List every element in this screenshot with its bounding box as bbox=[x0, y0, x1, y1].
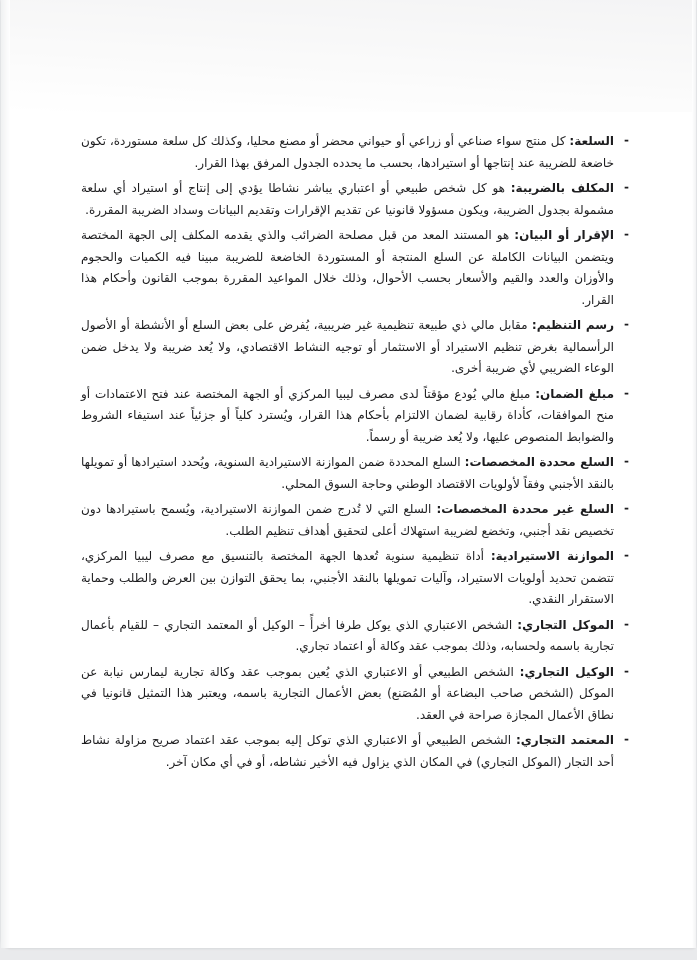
term-label: الموازنة الاستيرادية: bbox=[490, 549, 614, 563]
list-item bbox=[81, 662, 629, 727]
definition-text: الشخص الاعتباري الذي يوكل طرفا أخرأً – الوكيل أو المعتمد التجاري – للقيام بأعمال تجارية باسمه ولحسابه، وذلك بموجب عقد وكالة أو اعتماد تجاري. bbox=[81, 617, 614, 653]
term-label: مبلغ الضمان: bbox=[535, 386, 614, 401]
scan-shadow-top bbox=[1, 0, 696, 112]
bullet-dash: - bbox=[624, 663, 629, 678]
bullet-dash: - bbox=[624, 227, 629, 241]
bullet-dash: - bbox=[624, 385, 629, 400]
list-item bbox=[81, 615, 629, 658]
bullet-dash: - bbox=[624, 133, 629, 147]
term-label: السلع غير محددة المخصصات: bbox=[436, 502, 614, 516]
definition-text: الشخص الطبيعي أو الاعتباري الذي توكل إليه بموجب عقد اعتماد صريح مزاولة نشاط أحد التجار (الموكل التجاري) في المكان الذي يزاول فيه الأخير نشاطه، أو في أي مكان آخر. bbox=[81, 733, 614, 769]
bullet-dash: - bbox=[624, 616, 629, 631]
definition-text: مبلغ مالي يُودع مؤقتاً لدى مصرف ليبيا المركزي أو الجهة المختصة عند فتح الاعتمادات أو منح الموافقات، كأداة رقابية لضمان الالتزام بأحكام هذا القرار، ويُسترد كلياً أو جزئياً عند استيفاء الشروط والضوابط المنصوص عليها، ولا يُعد ضريبة أو رسماً. bbox=[81, 386, 614, 444]
list-item bbox=[81, 225, 629, 311]
bullet-dash: - bbox=[624, 501, 629, 515]
bullet-dash: - bbox=[624, 732, 629, 746]
definition-text: مقابل مالي ذي طبيعة تنظيمية غير ضريبية، يُفرض على بعض السلع أو الأنشطة أو الأصول الرأسمالية بغرض تنظيم الاستيراد أو الاستثمار أو توجيه النشاط الاقتصادي، ولا يُعد ضريبة ولا يدخل ضمن الوعاء الضريبي لأي ضريبة أخرى. bbox=[81, 318, 614, 375]
bullet-dash: - bbox=[624, 180, 629, 194]
definition-text: كل منتج سواء صناعي أو زراعي أو حيواني محضر أو مصنع محليا، وكذلك كل سلعة مستوردة، تكون خاضعة للضريبة عند إنتاجها أو استيرادها، بحسب ما يحدده الجدول المرفق بهذا القرار. bbox=[81, 134, 614, 170]
bullet-dash: - bbox=[624, 548, 629, 562]
definitions-list bbox=[81, 131, 629, 773]
list-item bbox=[81, 730, 629, 773]
term-label: المعتمد التجاري: bbox=[516, 733, 614, 747]
term-label: الوكيل التجاري: bbox=[519, 664, 614, 679]
term-label: الإقرار أو البيان: bbox=[514, 228, 614, 242]
list-item bbox=[81, 315, 629, 380]
definition-text: هو كل شخص طبيعي أو اعتباري يباشر نشاطا يؤدي إلى إنتاج أو استيراد أي سلعة مشمولة بجدول الضريبة، ويكون مسؤولا قانونيا عن تقديم الإقرارات وتقديم البيانات وسداد الضريبة المقررة. bbox=[81, 181, 614, 217]
list-item bbox=[81, 546, 629, 611]
bullet-dash: - bbox=[624, 317, 629, 331]
definition-text: أداة تنظيمية سنوية تُعدها الجهة المختصة بالتنسيق مع مصرف ليبيا المركزي، تتضمن تحديد أولويات الاستيراد، وآليات تمويلها بالنقد الأجنبي، بما يحقق التوازن بين العرض والطلب وحماية الاستقرار النقدي. bbox=[81, 549, 614, 606]
term-label: الموكل التجاري: bbox=[517, 617, 614, 632]
document-content bbox=[81, 131, 629, 777]
list-item bbox=[81, 452, 629, 495]
definition-text: السلع المحددة ضمن الموازنة الاستيرادية السنوية، ويُحدد استيرادها أو تمويلها بالنقد الأجنبي وفقاً لأولويات الاقتصاد الوطني وحاجة السوق المحلي. bbox=[81, 455, 614, 491]
scan-shadow-right bbox=[692, 0, 696, 948]
bullet-dash: - bbox=[624, 454, 629, 468]
list-item bbox=[81, 178, 629, 221]
term-label: السلعة: bbox=[569, 134, 614, 148]
scan-shadow-left bbox=[1, 0, 10, 948]
list-item bbox=[81, 499, 629, 542]
definition-text: السلع التي لا تُدرج ضمن الموازنة الاستيرادية، ويُسمح باستيرادها دون تخصيص نقد أجنبي، وتخضع لضريبة استهلاك أعلى لتحقيق أهداف تنظيم الطلب. bbox=[81, 502, 614, 538]
term-label: رسم التنظيم: bbox=[531, 318, 614, 332]
term-label: السلع محددة المخصصات: bbox=[464, 455, 614, 469]
document-page bbox=[1, 0, 696, 948]
list-item bbox=[81, 384, 629, 449]
definition-text: الشخص الطبيعي أو الاعتباري الذي يُعين بموجب عقد وكالة تجارية ليمارس نيابة عن الموكل (الشخص صاحب البضاعة أو المُصَنع) بعض الأعمال التجارية باسمه، ويعتبر هذا التمثيل قانونيا في نطاق الأعمال المجازة صراحة في العقد. bbox=[81, 664, 614, 722]
term-label: المكلف بالضريبة: bbox=[510, 181, 614, 195]
list-item bbox=[81, 131, 629, 174]
definition-text: هو المستند المعد من قبل مصلحة الضرائب والذي يقدمه المكلف إلى الجهة المختصة ويتضمن البيانات الكاملة عن السلع المنتجة أو المستوردة الخاضعة للضريبة مبينا فيه الكميات والحجوم والأوزان والعدد والقيم والأسعار بحسب الأحوال، وذلك خلال المواعيد المقررة بموجب القانون وأحكام هذا القرار. bbox=[81, 228, 614, 307]
